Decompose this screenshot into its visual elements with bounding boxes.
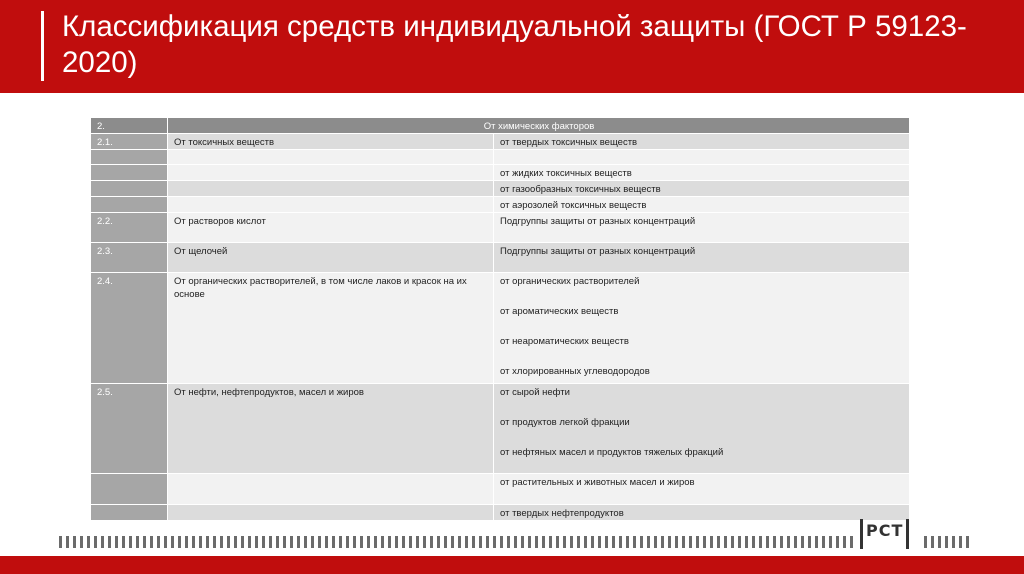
row-item: от органических растворителей	[500, 276, 640, 287]
row-number	[91, 150, 168, 165]
row-item: от аэрозолей токсичных веществ	[494, 197, 910, 213]
header-label: От химических факторов	[168, 118, 910, 134]
row-number: 2.1.	[91, 134, 168, 150]
table-row	[91, 474, 910, 505]
row-item: от неароматических веществ	[500, 336, 629, 347]
row-number	[91, 165, 168, 181]
row-group	[168, 474, 494, 505]
row-group: От растворов кислот	[168, 213, 494, 243]
page-title: Классификация средств индивидуальной защиты (ГОСТ Р 59123-2020)	[62, 10, 967, 79]
row-item: Подгруппы защиты от разных концентраций	[494, 243, 910, 273]
row-group: От токсичных веществ	[168, 134, 494, 150]
logo-text: РСТ	[866, 520, 904, 540]
row-number	[91, 505, 168, 521]
row-item: Подгруппы защиты от разных концентраций	[494, 213, 910, 243]
footer-bar	[0, 556, 1024, 574]
decorative-ruler-right	[924, 536, 972, 548]
row-group	[168, 505, 494, 521]
row-number	[91, 197, 168, 213]
row-group	[168, 181, 494, 197]
title-bar	[0, 0, 1024, 93]
row-item: от сырой нефти	[500, 387, 570, 398]
table-row	[91, 505, 910, 521]
table-row	[91, 273, 910, 384]
row-group	[168, 165, 494, 181]
row-item: от твердых токсичных веществ	[494, 134, 910, 150]
table-row	[91, 243, 910, 273]
row-number: 2.2.	[91, 213, 168, 243]
row-number: 2.4.	[91, 273, 168, 384]
row-group	[168, 197, 494, 213]
classification-table	[90, 117, 910, 521]
rst-logo	[860, 518, 920, 550]
row-group: От органических растворителей, в том числе лаков и красок на их основе	[168, 273, 494, 384]
row-item: от хлорированных углеводородов	[500, 366, 650, 377]
row-group: От нефти, нефтепродуктов, масел и жиров	[168, 384, 494, 474]
table-row	[91, 134, 910, 150]
row-items	[494, 273, 910, 384]
table-row	[91, 384, 910, 474]
table-row	[91, 165, 910, 181]
title-accent-line	[41, 11, 44, 81]
table-header-row	[91, 118, 910, 134]
row-group: От щелочей	[168, 243, 494, 273]
row-items	[494, 384, 910, 474]
row-item: от твердых нефтепродуктов	[494, 505, 910, 521]
row-item: от продуктов легкой фракции	[500, 417, 630, 428]
row-number: 2.5.	[91, 384, 168, 474]
table-row	[91, 150, 910, 165]
row-item: от газообразных токсичных веществ	[494, 181, 910, 197]
row-number: 2.3.	[91, 243, 168, 273]
row-number	[91, 181, 168, 197]
table-row	[91, 197, 910, 213]
logo-bar-right	[906, 519, 909, 549]
row-number	[91, 474, 168, 505]
row-item: от жидких токсичных веществ	[494, 165, 910, 181]
row-item: от растительных и животных масел и жиров	[494, 474, 910, 505]
row-item: от нефтяных масел и продуктов тяжелых фракций	[500, 447, 724, 458]
row-group	[168, 150, 494, 165]
table-row	[91, 213, 910, 243]
row-item	[494, 150, 910, 165]
table-row	[91, 181, 910, 197]
header-number: 2.	[91, 118, 168, 134]
row-item: от ароматических веществ	[500, 306, 619, 317]
decorative-ruler	[59, 536, 857, 548]
